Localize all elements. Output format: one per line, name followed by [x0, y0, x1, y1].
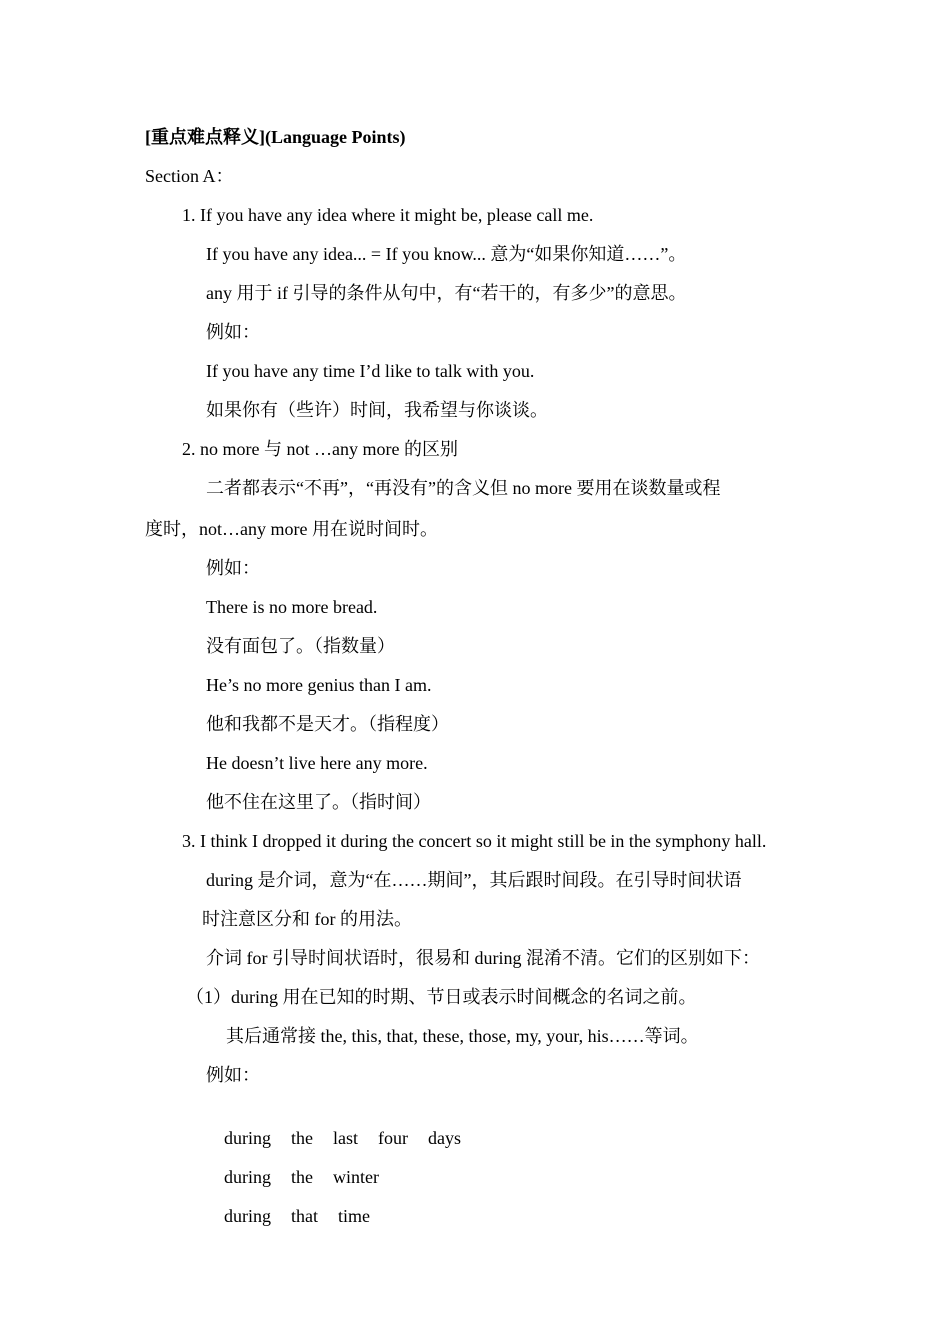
phrase-word: during [224, 1128, 271, 1148]
section-title: Section A： [145, 166, 234, 186]
point-1-usage: any 用于 if 引导的条件从句中，有“若干的，有多少”的意思。 [206, 283, 687, 303]
point-2-explanation: 二者都表示“不再”，“再没有”的含义但 no more 要用在谈数量或程 [206, 478, 721, 498]
phrase-word: winter [333, 1167, 379, 1187]
phrase-word: during [224, 1206, 271, 1226]
example-sentence: He’s no more genius than I am. [206, 675, 432, 695]
phrase-word: the [291, 1167, 313, 1187]
example-phrase [206, 1180, 390, 1252]
example-label: 例如： [206, 558, 260, 578]
phrase-word: time [338, 1206, 370, 1226]
phrase-word: that [291, 1206, 318, 1226]
example-sentence: If you have any time I’d like to talk with you. [206, 361, 535, 381]
example-translation: 如果你有（些许）时间，我希望与你谈谈。 [206, 400, 548, 420]
point-3-explanation: during 是介词，意为“在……期间”，其后跟时间段。在引导时间状语 [206, 870, 742, 890]
example-sentence: He doesn’t live here any more. [206, 753, 428, 773]
heading: [重点难点释义](Language Points) [145, 127, 406, 147]
point-2-explanation-cont: 度时，not…any more 用在说时间时。 [145, 519, 438, 539]
point-1-title: 1. If you have any idea where it might be, please call me. [182, 205, 594, 225]
phrase-word: the [291, 1128, 313, 1148]
example-sentence: There is no more bread. [206, 597, 378, 617]
rule-1: （1）during 用在已知的时期、节日或表示时间概念的名词之前。 [186, 987, 697, 1007]
point-3-explanation-cont: 时注意区分和 for 的用法。 [202, 909, 412, 929]
example-translation: 他和我都不是天才。（指程度） [206, 714, 449, 734]
example-label: 例如： [206, 1065, 260, 1085]
example-translation: 没有面包了。（指数量） [206, 636, 395, 656]
phrase-word: four [378, 1128, 408, 1148]
point-1-explanation: If you have any idea... = If you know... 意为“如果你知道……”。 [206, 244, 687, 264]
example-translation: 他不住在这里了。（指时间） [206, 792, 431, 812]
example-label: 例如： [206, 322, 260, 342]
point-3-title: 3. I think I dropped it during the concert so it might still be in the symphony hall. [182, 831, 767, 851]
rule-1-detail: 其后通常接 the, this, that, these, those, my, your, his……等词。 [226, 1026, 699, 1046]
phrase-word: last [333, 1128, 358, 1148]
point-2-title: 2. no more 与 not …any more 的区别 [182, 439, 458, 459]
phrase-word: during [224, 1167, 271, 1187]
phrase-word: days [428, 1128, 461, 1148]
point-3-comparison: 介词 for 引导时间状语时，很易和 during 混淆不清。它们的区别如下： [206, 948, 760, 968]
